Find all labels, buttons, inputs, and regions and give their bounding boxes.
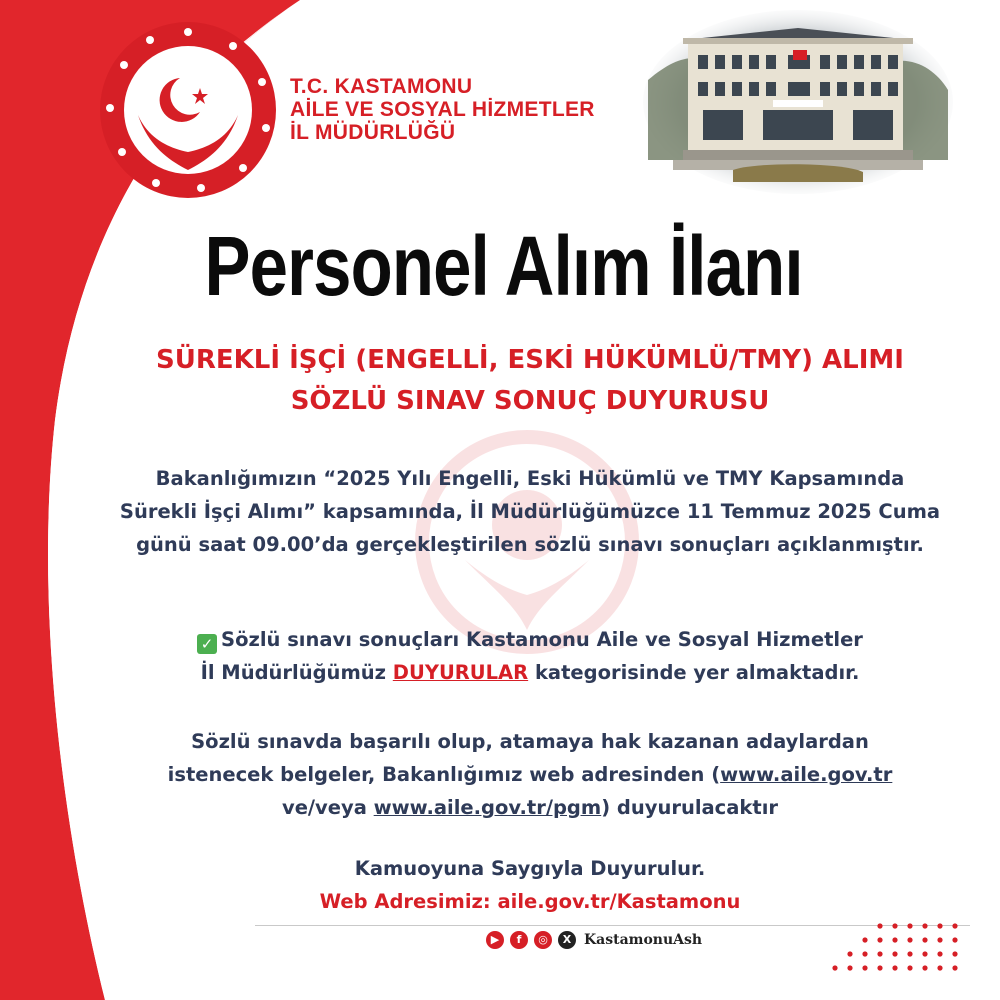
closing-text: Kamuoyuna Saygıyla Duyurulur. xyxy=(354,857,706,880)
web-address[interactable]: Web Adresimiz: aile.gov.tr/Kastamonu xyxy=(319,890,741,913)
notice-line-1 xyxy=(60,623,1000,656)
documents-line-3 xyxy=(60,791,1000,824)
documents-paragraph xyxy=(60,725,1000,824)
org-line-1: T.C. KASTAMONU xyxy=(290,75,473,98)
instagram-icon[interactable]: ◎ xyxy=(534,931,552,949)
ministry-logo xyxy=(98,20,278,200)
organization-name xyxy=(290,75,595,144)
subtitle-line-1: SÜREKLİ İŞÇİ (ENGELLİ, ESKİ HÜKÜMLÜ/TMY) ALIMI xyxy=(156,345,904,375)
closing-block xyxy=(60,852,1000,918)
documents-line-2-pre: istenecek belgeler, Bakanlığımız web adresinden ( xyxy=(167,763,721,786)
org-line-3: İL MÜDÜRLÜĞÜ xyxy=(290,121,456,144)
pgm-link[interactable]: www.aile.gov.tr/pgm xyxy=(373,796,602,819)
youtube-icon[interactable]: ▶ xyxy=(486,931,504,949)
social-media-bar xyxy=(486,931,702,949)
notice-paragraph xyxy=(60,623,1000,689)
notice-line-2 xyxy=(60,656,1000,689)
documents-line-2 xyxy=(60,758,1000,791)
documents-line-3-post: ) duyurulacaktır xyxy=(601,796,778,819)
notice-line-2-pre: İl Müdürlüğümüz xyxy=(200,661,393,684)
org-line-2: AİLE VE SOSYAL HİZMETLER xyxy=(290,98,595,121)
aile-gov-link[interactable]: www.aile.gov.tr xyxy=(720,763,893,786)
intro-line-2: Sürekli İşçi Alımı” kapsamında, İl Müdürlüğümüzce 11 Temmuz 2025 Cuma xyxy=(119,500,941,523)
decorative-dots xyxy=(820,920,970,980)
intro-line-1: Bakanlığımızın “2025 Yılı Engelli, Eski Hükümlü ve TMY Kapsamında xyxy=(155,467,905,490)
intro-paragraph xyxy=(60,462,1000,561)
documents-line-1: Sözlü sınavda başarılı olup, atamaya hak kazanan adaylardan xyxy=(191,730,869,753)
notice-line-2-post: kategorisinde yer almaktadır. xyxy=(528,661,860,684)
notice-line-1-text: Sözlü sınavı sonuçları Kastamonu Aile ve Sosyal Hizmetler xyxy=(221,628,863,651)
facebook-icon[interactable]: f xyxy=(510,931,528,949)
x-icon[interactable]: X xyxy=(558,931,576,949)
intro-line-3: günü saat 09.00’da gerçekleştirilen sözlü sınavı sonuçları açıklanmıştır. xyxy=(136,533,924,556)
social-handle: KastamonuAsh xyxy=(584,932,703,948)
page-title: Personel Alım İlanı xyxy=(204,219,803,313)
documents-line-3-pre: ve/veya xyxy=(282,796,374,819)
subtitle-line-2: SÖZLÜ SINAV SONUÇ DUYURUSU xyxy=(290,386,770,416)
duyurular-link[interactable]: DUYURULAR xyxy=(392,661,529,684)
checkmark-icon: ✓ xyxy=(197,634,217,654)
building-photo xyxy=(643,10,953,195)
